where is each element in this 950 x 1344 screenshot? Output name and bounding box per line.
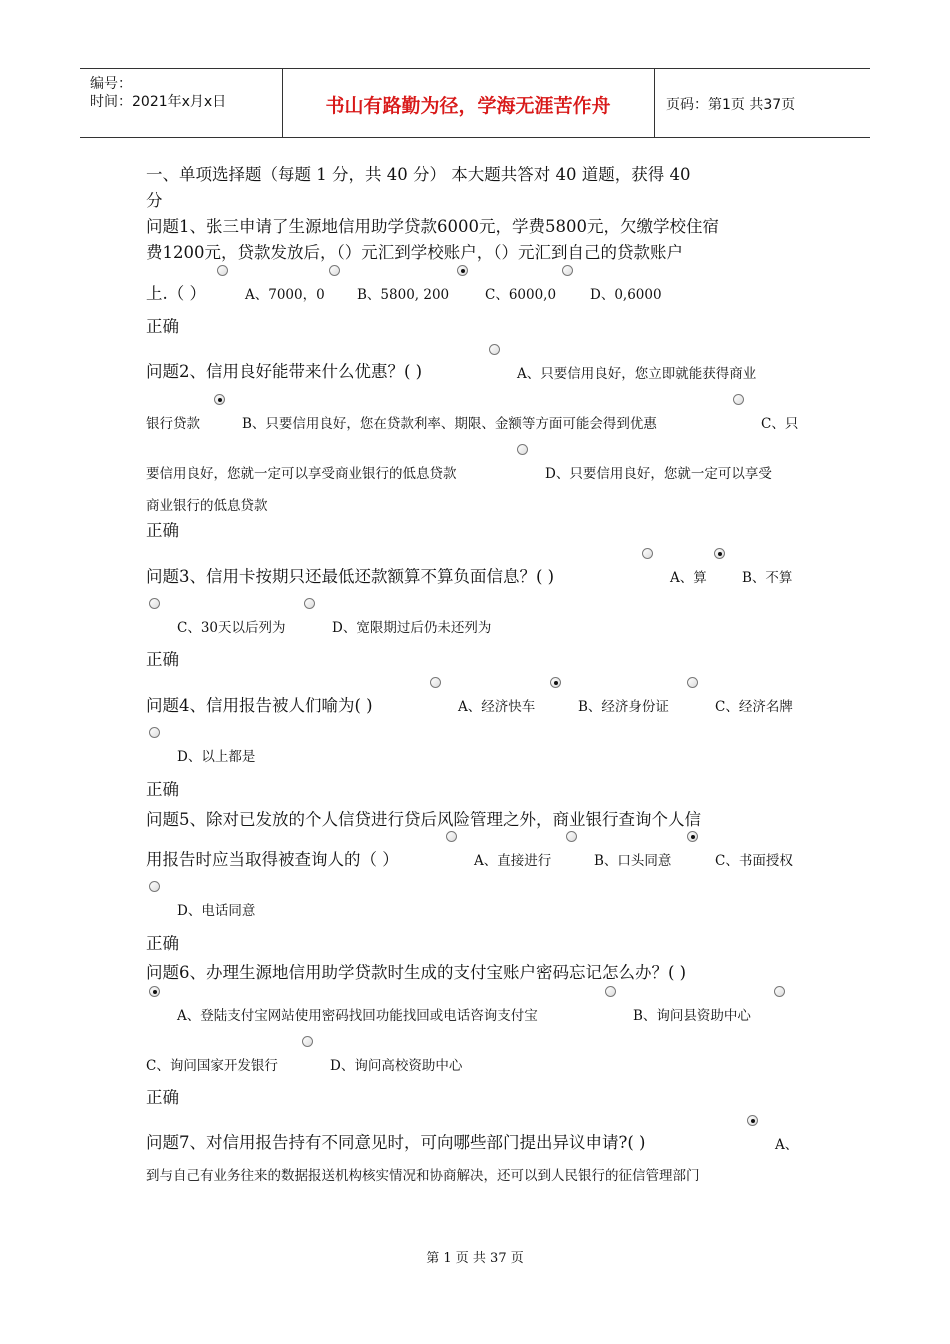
option-q3-b: B、不算	[742, 570, 793, 586]
question-1-text: 问题1、张三申请了生源地信用助学贷款6000元，学费5800元，欠缴学校住宿	[146, 217, 719, 236]
question-4-text: 问题4、信用报告被人们喻为( )	[146, 696, 373, 715]
time-label: 时间：2021年x月x日	[90, 94, 227, 110]
radio-q3-b[interactable]	[714, 548, 725, 559]
radio-q5-a[interactable]	[446, 831, 457, 842]
option-q2-b: B、只要信用良好，您在贷款利率、期限、金额等方面可能会得到优惠	[242, 416, 657, 432]
option-q5-b: B、口头同意	[594, 853, 672, 869]
question-2-text: 问题2、信用良好能带来什么优惠？( )	[146, 362, 423, 381]
radio-q4-c[interactable]	[687, 677, 698, 688]
radio-q2-c[interactable]	[733, 394, 744, 405]
option-q4-b: B、经济身份证	[578, 699, 669, 715]
section-title: 一、单项选择题（每题 1 分，共 40 分） 本大题共答对 40 道题，获得 40	[146, 165, 691, 184]
page-number-label: 页码：第1页 共37页	[666, 97, 796, 113]
number-label: 编号：	[90, 76, 132, 92]
option-q3-d: D、宽限期过后仍未还列为	[332, 620, 492, 636]
option-q4-d: D、以上都是	[177, 749, 256, 765]
radio-q6-c[interactable]	[774, 986, 785, 997]
option-q2-c-cont: 要信用良好，您就一定可以享受商业银行的低息贷款	[146, 466, 457, 482]
question-5-result: 正确	[146, 934, 179, 953]
radio-q1-b[interactable]	[329, 265, 340, 276]
question-5-text: 问题5、除对已发放的个人信贷进行贷后风险管理之外，商业银行查询个人信	[146, 810, 701, 829]
radio-q1-d[interactable]	[562, 265, 573, 276]
radio-q5-b[interactable]	[566, 831, 577, 842]
option-q5-a: A、直接进行	[474, 853, 552, 869]
option-q2-c: C、只	[761, 416, 799, 432]
question-3-result: 正确	[146, 650, 179, 669]
option-q5-d: D、电话同意	[177, 903, 256, 919]
radio-q4-a[interactable]	[430, 677, 441, 688]
radio-q4-b[interactable]	[550, 677, 561, 688]
radio-q1-c[interactable]	[457, 265, 468, 276]
option-q6-b: B、询问县资助中心	[633, 1008, 751, 1024]
radio-q3-a[interactable]	[642, 548, 653, 559]
option-q2-d: D、只要信用良好，您就一定可以享受	[545, 466, 772, 482]
option-q3-a: A、算	[670, 570, 707, 586]
question-4-result: 正确	[146, 780, 179, 799]
radio-q6-a[interactable]	[149, 986, 160, 997]
section-title-cont: 分	[146, 191, 163, 210]
question-1-text-cont: 费1200元，贷款发放后，（）元汇到学校账户，（）元汇到自己的贷款账户	[146, 243, 683, 262]
option-q4-a: A、经济快车	[458, 699, 536, 715]
radio-q1-a[interactable]	[217, 265, 228, 276]
page-footer: 第 1 页 共 37 页	[426, 1251, 524, 1266]
radio-q3-d[interactable]	[304, 598, 315, 609]
radio-q4-d[interactable]	[149, 727, 160, 738]
option-q6-a: A、登陆支付宝网站使用密码找回功能找回或电话咨询支付宝	[177, 1008, 538, 1024]
header-motto: 书山有路勤为径，学海无涯苦作舟	[325, 95, 611, 117]
radio-q2-a[interactable]	[489, 344, 500, 355]
question-2-result: 正确	[146, 521, 179, 540]
radio-q6-d[interactable]	[302, 1036, 313, 1047]
radio-q2-d[interactable]	[517, 444, 528, 455]
option-q6-c: C、询问国家开发银行	[146, 1058, 278, 1074]
question-7-text: 问题7、对信用报告持有不同意见时，可向哪些部门提出异议申请?( )	[146, 1133, 646, 1152]
option-q4-c: C、经济名牌	[715, 699, 793, 715]
question-5-text-cont: 用报告时应当取得被查询人的（ ）	[146, 850, 399, 869]
header-meta	[90, 75, 226, 111]
question-1-result: 正确	[146, 317, 179, 336]
radio-q3-c[interactable]	[149, 598, 160, 609]
radio-q2-b[interactable]	[214, 394, 225, 405]
option-q2-a: A、只要信用良好，您立即就能获得商业	[517, 366, 757, 382]
header-divider	[654, 69, 655, 137]
option-q3-c: C、30天以后列为	[177, 620, 286, 636]
option-q7-a-cont: 到与自己有业务往来的数据报送机构核实情况和协商解决，还可以到人民银行的征信管理部门	[146, 1168, 700, 1184]
radio-q6-b[interactable]	[605, 986, 616, 997]
radio-q7-a[interactable]	[747, 1115, 758, 1126]
radio-q5-c[interactable]	[687, 831, 698, 842]
option-q7-a: A、	[775, 1137, 799, 1153]
question-1-text-end: 上.（ ）	[146, 284, 206, 303]
radio-q5-d[interactable]	[149, 881, 160, 892]
option-q6-d: D、询问高校资助中心	[330, 1058, 463, 1074]
option-q1-b: B、5800, 200	[357, 287, 450, 303]
page-header	[80, 68, 870, 138]
question-6-result: 正确	[146, 1088, 179, 1107]
option-q2-a-cont: 银行贷款	[146, 416, 200, 432]
option-q1-c: C、6000,0	[485, 287, 557, 303]
question-6-text: 问题6、办理生源地信用助学贷款时生成的支付宝账户密码忘记怎么办？( )	[146, 963, 687, 982]
option-q1-d: D、0,6000	[590, 287, 662, 303]
question-3-text: 问题3、信用卡按期只还最低还款额算不算负面信息？( )	[146, 567, 555, 586]
option-q1-a: A、7000，0	[245, 287, 325, 303]
option-q2-d-cont: 商业银行的低息贷款	[146, 498, 268, 514]
option-q5-c: C、书面授权	[715, 853, 793, 869]
